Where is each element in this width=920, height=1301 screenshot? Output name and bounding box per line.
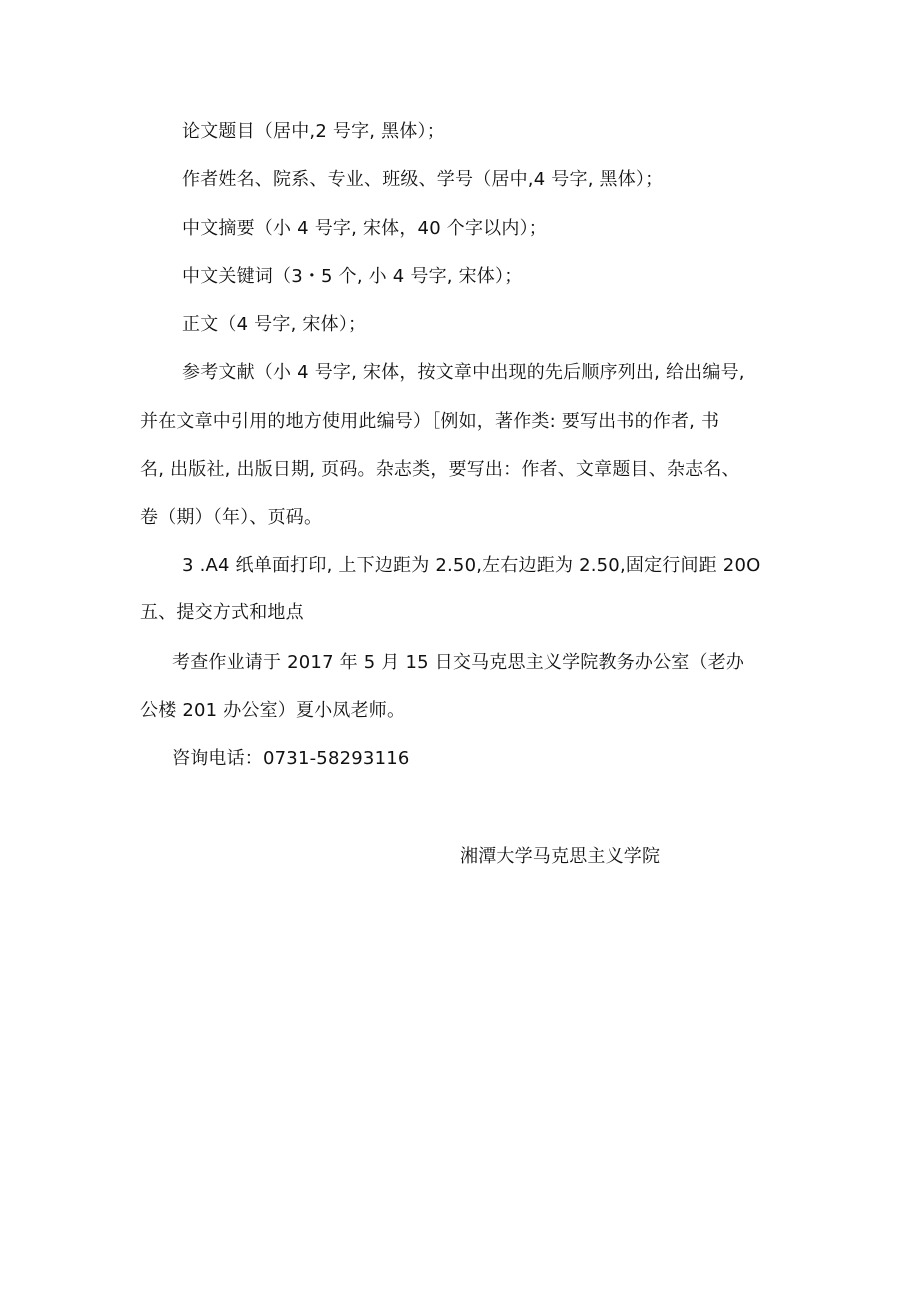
section-heading-submission: 五、提交方式和地点 (140, 602, 304, 623)
text-line-thesis-title: 论文题目（居中,2 号字, 黑体）； (182, 121, 445, 142)
text-line-references-3: 名, 出版社, 出版日期, 页码。杂志类，要写出：作者、文章题目、杂志名、 (140, 459, 740, 480)
signature-institution: 湘潭大学马克思主义学院 (460, 846, 661, 867)
text-line-print-format: 3 .A4 纸单面打印, 上下边距为 2.50,左右边距为 2.50,固定行间距 20O (182, 555, 761, 576)
text-line-references-2: 并在文章中引用的地方使用此编号）［例如，著作类: 要写出书的作者, 书 (140, 411, 720, 432)
text-line-phone: 咨询电话：0731-58293116 (172, 748, 410, 769)
text-line-keywords: 中文关键词（3・5 个, 小 4 号字, 宋体）； (182, 266, 523, 287)
text-line-author-info: 作者姓名、院系、专业、班级、学号（居中,4 号字, 黑体）； (182, 169, 664, 190)
text-line-submission-1: 考查作业请于 2017 年 5 月 15 日交马克思主义学院教务办公室（老办 (172, 652, 745, 673)
text-line-chinese-abstract: 中文摘要（小 4 号字, 宋体，40 个字以内）； (182, 218, 547, 239)
text-line-submission-2: 公楼 201 办公室）夏小凤老师。 (140, 700, 406, 721)
text-line-references-1: 参考文献（小 4 号字, 宋体，按文章中出现的先后顺序列出, 给出编号, (182, 362, 745, 383)
text-line-body-text: 正文（4 号字, 宋体）； (182, 314, 367, 335)
text-line-references-4: 卷（期）（年）、页码。 (140, 507, 323, 528)
